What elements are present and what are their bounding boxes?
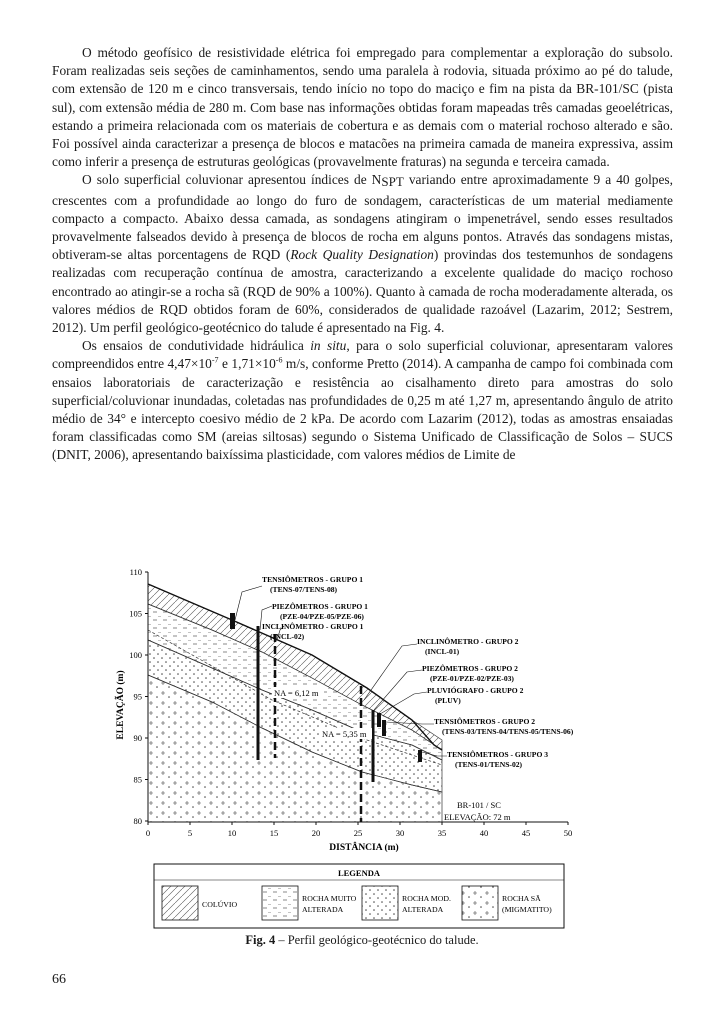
- text-segment: in situ: [310, 338, 347, 354]
- y-tick-label: 90: [133, 733, 142, 743]
- body-text: [52, 44, 673, 465]
- y-tick-label: 105: [129, 608, 142, 619]
- x-tick-label: 35: [437, 828, 447, 838]
- text-segment: , para o solo superficial coluvionar, apresentaram valores compreendidos entre 4,47×10: [52, 338, 673, 372]
- paragraph: [52, 44, 673, 171]
- instrument-annotation: (TENS-01/TENS-02): [455, 760, 523, 769]
- instrument-annotation: PIEZÔMETROS - GRUPO 2: [422, 664, 518, 673]
- y-tick-label: 95: [133, 691, 142, 702]
- x-tick-label: 50: [563, 828, 573, 838]
- text-segment: O método geofísico de resistividade elétrica foi empregado para complementar a exploração do subsolo. Foram realizadas seis seções de caminhamentos, sendo uma paralela à rodovia, situada próximo ao pé do talude, com extensão de 120 m e cinco transversais, tendo início no topo do maciço e fim na pista da BR-101/SC (pista sul), com extensão média de 280 m. Com base nas informações obtidas foram mapeadas três camadas geoelétricas, estando a primeira relacionada com os materiais de cobertura e as demais com o material rochoso alterado e são. Foi possível ainda caracterizar a presença de blocos e matacões na primeira camada de maneira expressiva, assim como inferir a presença de estruturas geológicas (provavelmente fraturas) na segunda e terceira camada.: [52, 45, 673, 170]
- instrument-annotation: TENSIÔMETROS - GRUPO 1: [262, 575, 364, 584]
- x-tick-label: 5: [187, 828, 193, 838]
- x-tick-label: 25: [353, 828, 363, 838]
- paragraph: [52, 337, 673, 464]
- legend-item-label: ROCHA SÃ: [502, 894, 541, 903]
- legend-item-label: ROCHA MUITO: [302, 894, 357, 903]
- x-tick-label: 40: [479, 828, 489, 838]
- na-label-2: NA = 5,35 m: [322, 729, 367, 739]
- x-tick-label: 10: [227, 828, 237, 838]
- road-elevation-label: ELEVAÇÃO: 72 m: [444, 812, 511, 822]
- text-segment: O solo superficial coluvionar apresentou índices de N: [82, 172, 382, 188]
- legend-item-label: ALTERADA: [402, 905, 444, 914]
- caption-text: – Perfil geológico-geotécnico do talude.: [275, 933, 479, 947]
- text-segment: variando entre aproximadamente 9 a 40 golpes, crescentes com a profundidade ao longo do furo de sondagem, características de um material mediamente compacto a compacto. Abaixo dessa camada, as sondagens atingiram o impenetrável, sendo esses resultados provavelmente falseados devido à presença de blocos de rocha em alguns pontos. Através das sondagens mistas, obtiveram-se altas porcentagens de RQD (: [52, 172, 673, 263]
- road-label: BR-101 / SC: [457, 800, 501, 810]
- instrument-annotation: TENSIÔMETROS - GRUPO 2: [434, 717, 536, 726]
- profile-diagram: [112, 560, 612, 940]
- instrument-annotation: (PZE-01/PZE-02/PZE-03): [430, 674, 514, 683]
- legend-title: LEGENDA: [337, 868, 381, 878]
- text-segment: Os ensaios de condutividade hidráulica: [82, 338, 311, 354]
- x-axis-label: DISTÂNCIA (m): [329, 843, 399, 853]
- x-tick-label: 0: [145, 828, 151, 838]
- legend-item-label: COLÚVIO: [202, 900, 238, 909]
- page-number: 66: [52, 972, 66, 987]
- figure-caption: [0, 933, 724, 948]
- legend-item-label: (MIGMATITO): [502, 905, 552, 914]
- text-segment: -6: [275, 355, 283, 365]
- instrument-annotation: (TENS-07/TENS-08): [270, 585, 338, 594]
- instrument-annotation: (PZE-04/PZE-05/PZE-06): [280, 612, 364, 621]
- instrument-annotation: INCLINÔMETRO - GRUPO 2: [417, 637, 519, 646]
- text-segment: -7: [211, 355, 219, 365]
- instrument-annotation: (TENS-03/TENS-04/TENS-05/TENS-06): [442, 727, 574, 736]
- x-tick-label: 30: [395, 828, 405, 838]
- tensiometer-group1-marker: [230, 613, 235, 629]
- instrument-annotation: (PLUV): [435, 696, 461, 705]
- y-axis-label: ELEVAÇÃO (m): [116, 670, 126, 740]
- text-segment: m/s, conforme Pretto (2014). A campanha de campo foi combinada com ensaios laboratoriais de caracterização e resistência ao cisalhamento direto para amostras do solo superficial/coluvionar inundadas, coletadas nas profundidades de 0,25 m até 1,27 m, apresentando ângulo de atrito médio de 34° e intercepto coesivo médio de 2 kPa. De acordo com Lazarim (2012), todas as amostras ensaiadas foram classificadas como SM (areias siltosas) segundo o Sistema Unificado de Classificação de Solos – SUCS (DNIT, 2006), apresentando baixíssima plasticidade, com valores médios de Limite de: [52, 356, 673, 463]
- tensiometer-group3-marker: [418, 750, 422, 762]
- instrument-annotation: INCLINÔMETRO - GRUPO 1: [262, 622, 364, 631]
- legend-swatch: [162, 886, 198, 920]
- legend-swatch: [462, 886, 498, 920]
- text-segment: SPT: [381, 174, 404, 190]
- tensiometer-group2-marker: [382, 720, 386, 736]
- instrument-annotation: PLUVIÓGRAFO - GRUPO 2: [427, 686, 524, 695]
- x-tick-label: 45: [521, 828, 531, 838]
- pluviograph-marker: [377, 713, 381, 727]
- y-tick-label: 110: [129, 567, 142, 577]
- x-tick-label: 20: [311, 828, 321, 838]
- legend-item-label: ALTERADA: [302, 905, 344, 914]
- paragraph: [52, 171, 673, 337]
- y-tick-label: 85: [133, 774, 142, 785]
- y-tick-label: 80: [133, 816, 142, 826]
- y-tick-label: 100: [129, 650, 142, 660]
- legend-swatch: [262, 886, 298, 920]
- text-segment: Rock Quality Designation: [290, 247, 434, 263]
- instrument-annotation: (INCL-01): [425, 647, 460, 656]
- x-tick-label: 15: [269, 828, 279, 838]
- na-label-1: NA = 6,12 m: [274, 688, 319, 698]
- instrument-annotation: TENSIÔMETROS - GRUPO 3: [447, 750, 549, 759]
- instrument-annotation: PIEZÔMETROS - GRUPO 1: [272, 602, 368, 611]
- geotechnical-profile-figure: [112, 560, 612, 940]
- text-segment: ) provindas dos testemunhos de sondagens realizadas com recuperação contínua de amostra, caracterizando a excelente qualidade do maciço rochoso encontrado ao atingir-se a rocha sã (RQD de 90% a 100%). Quanto à camada de rocha moderadamente alterada, os valores médios de RQD obtidos foram de 60%, considerados de qualidade razoável (Lazarim, 2012; Sestrem, 2012). Um perfil geológico-geotécnico do talude é apresentado na Fig. 4.: [52, 247, 673, 336]
- caption-label: Fig. 4: [245, 933, 276, 947]
- legend-swatch: [362, 886, 398, 920]
- legend-item-label: ROCHA MOD.: [402, 894, 451, 903]
- text-segment: e 1,71×10: [218, 356, 276, 372]
- instrument-annotation: (INCL-02): [270, 632, 305, 641]
